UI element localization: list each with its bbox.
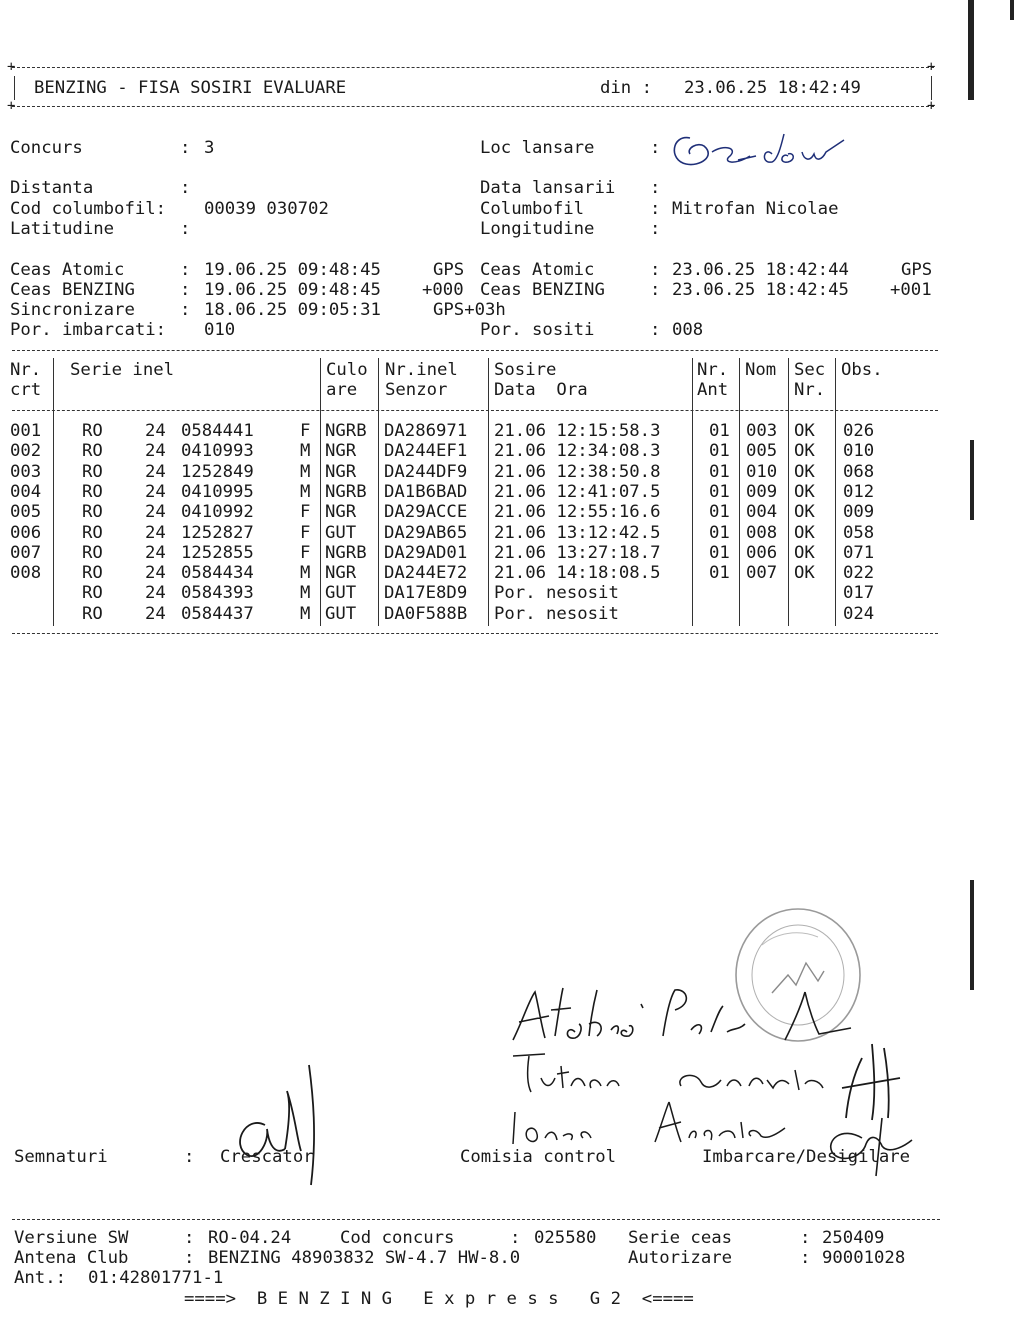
clock-right-value: 23.06.25 18:42:44 (672, 260, 849, 280)
cell-nom: 005 (746, 441, 778, 462)
col-header-sosire-sub: Data Ora (494, 380, 588, 400)
colon: : (184, 1147, 195, 1167)
cell-year: 24 (145, 563, 166, 584)
corner-mark: + (7, 59, 16, 75)
por-sositi-label: Por. sositi (480, 320, 595, 340)
cell-color: GUT (325, 583, 357, 604)
cell-sec: OK (794, 563, 815, 584)
loc-lansare-label: Loc lansare (480, 138, 595, 158)
cell-country: RO (82, 522, 103, 543)
colon: : (510, 1228, 521, 1248)
cell-country: RO (82, 603, 103, 624)
cell-country: RO (82, 563, 103, 584)
col-header-obs: Obs. (841, 360, 883, 380)
colon: : (650, 199, 661, 219)
sync-label: Sincronizare (10, 300, 135, 320)
concurs-value: 3 (204, 138, 215, 158)
autorizare-value: 90001028 (822, 1248, 906, 1268)
cell-obs: 026 (843, 421, 875, 441)
cell-sec: OK (794, 481, 815, 502)
cell-country: RO (82, 441, 103, 462)
cell-antenna: 01 (709, 522, 730, 543)
cell-sex: F (300, 421, 311, 441)
cell-sec: OK (794, 421, 815, 441)
cell-antenna: 01 (709, 441, 730, 462)
cell-sensor: DA244DF9 (384, 461, 468, 482)
cell-antenna: 01 (709, 421, 730, 441)
handwritten-name-3 (505, 1092, 805, 1152)
colon: : (180, 219, 191, 239)
cod-concurs-value: 025580 (534, 1228, 597, 1248)
clock-left-value: 19.06.25 09:48:45 (204, 260, 381, 280)
colon: : (800, 1248, 811, 1268)
sync-value: 18.06.25 09:05:31 (204, 300, 381, 320)
cell-year: 24 (145, 542, 166, 563)
clock-left-suffix: GPS (433, 260, 465, 280)
colon: : (650, 260, 661, 280)
colon: : (180, 280, 191, 300)
semnaturi-label: Semnaturi (14, 1147, 108, 1167)
sync-suffix: GPS+03h (433, 300, 506, 320)
column-separator (835, 358, 836, 626)
report-title: BENZING - FISA SOSIRI EVALUARE (34, 78, 347, 98)
cell-country: RO (82, 542, 103, 563)
col-header-nom: Nom (745, 360, 777, 380)
col-header-sec: Sec (794, 360, 826, 380)
cell-sex: M (300, 603, 311, 624)
autorizare-label: Autorizare (628, 1248, 733, 1268)
por-imbarcati-value: 010 (204, 320, 236, 340)
distanta-label: Distanta (10, 178, 94, 198)
cell-country: RO (82, 583, 103, 604)
cell-year: 24 (145, 583, 166, 604)
cell-ring: 0584441 (181, 421, 254, 441)
cell-nr: 008 (10, 563, 42, 584)
clock-left-label: Ceas BENZING (10, 280, 135, 300)
cell-color: NGRB (325, 542, 367, 563)
cell-nom: 010 (746, 461, 778, 482)
cell-sex: M (300, 563, 311, 584)
colon: : (650, 178, 661, 198)
corner-mark: + (927, 98, 936, 114)
colon: : (800, 1228, 811, 1248)
col-header-nr: Nr. (10, 360, 42, 380)
cell-color: GUT (325, 522, 357, 543)
colon: : (180, 260, 191, 280)
column-separator (320, 358, 321, 626)
cell-year: 24 (145, 502, 166, 523)
cell-color: NGRB (325, 421, 367, 441)
cell-sensor: DA1B6BAD (384, 481, 468, 502)
cell-arrival: 21.06 12:55:16.6 (494, 502, 661, 523)
col-header-culo: Culo (326, 360, 368, 380)
column-separator (739, 358, 740, 626)
columbofil-label: Columbofil (480, 199, 585, 219)
header-bottom-border (12, 106, 934, 107)
cell-arrival: Por. nesosit (494, 583, 619, 604)
cell-sex: M (300, 461, 311, 482)
cell-color: NGR (325, 441, 357, 462)
cell-obs: 022 (843, 563, 875, 584)
cell-ring: 1252855 (181, 542, 254, 563)
clock-left-suffix: +000 (422, 280, 464, 300)
cell-antenna: 01 (709, 461, 730, 482)
imbarcare-label: Imbarcare/Desigilare (702, 1147, 911, 1167)
cell-obs: 017 (843, 583, 875, 604)
cell-obs: 068 (843, 461, 875, 482)
antena-label: Antena Club (14, 1248, 129, 1268)
header-left-border (14, 76, 15, 100)
cell-year: 24 (145, 522, 166, 543)
cell-sensor: DA17E8D9 (384, 583, 468, 604)
cell-ring: 0410992 (181, 502, 254, 523)
colon: : (650, 138, 661, 158)
cell-country: RO (82, 481, 103, 502)
cell-sex: F (300, 502, 311, 523)
cell-sex: M (300, 481, 311, 502)
col-header-senzor-sub: Senzor (385, 380, 448, 400)
versiune-label: Versiune SW (14, 1228, 129, 1248)
col-header-sosire: Sosire (494, 360, 557, 380)
cell-year: 24 (145, 603, 166, 624)
colon: : (650, 280, 661, 300)
cell-sensor: DA0F588B (384, 603, 468, 624)
cell-ring: 0584437 (181, 603, 254, 624)
corner-mark: + (927, 59, 936, 75)
cell-nr: 006 (10, 522, 42, 543)
col-header-sec-sub: Nr. (794, 380, 826, 400)
cell-arrival: 21.06 12:41:07.5 (494, 481, 661, 502)
data-lansarii-label: Data lansarii (480, 178, 616, 198)
report-date-label: din : (600, 78, 653, 98)
colon: : (184, 1248, 195, 1268)
cell-sex: M (300, 583, 311, 604)
colon: : (180, 138, 191, 158)
cell-sec: OK (794, 502, 815, 523)
table-header-rule (12, 410, 938, 411)
cell-arrival: 21.06 12:15:58.3 (494, 421, 661, 441)
colon: : (650, 320, 661, 340)
cell-sec: OK (794, 542, 815, 563)
columbofil-value: Mitrofan Nicolae (672, 199, 839, 219)
cell-ring: 1252849 (181, 461, 254, 482)
footer-top-rule (12, 1219, 940, 1220)
cell-ring: 0584434 (181, 563, 254, 584)
cell-sex: F (300, 542, 311, 563)
col-header-serie: Serie inel (70, 360, 175, 380)
cell-ring: 0410993 (181, 441, 254, 462)
column-separator (488, 358, 489, 626)
cell-sec: OK (794, 461, 815, 482)
cell-ring: 0410995 (181, 481, 254, 502)
cell-sex: F (300, 522, 311, 543)
cell-color: NGR (325, 461, 357, 482)
scan-edge-mark (1010, 0, 1014, 20)
cell-arrival: Por. nesosit (494, 603, 619, 624)
clock-right-label: Ceas Atomic (480, 260, 595, 280)
cell-nom: 006 (746, 542, 778, 563)
comisia-label: Comisia control (460, 1147, 617, 1167)
corner-mark: + (7, 98, 16, 114)
cell-color: NGR (325, 502, 357, 523)
cell-color: NGRB (325, 481, 367, 502)
handwritten-name-2 (505, 1040, 835, 1100)
cell-sensor: DA244EF1 (384, 441, 468, 462)
cell-arrival: 21.06 14:18:08.5 (494, 563, 661, 584)
scan-edge-mark (970, 880, 974, 990)
colon: : (184, 1228, 195, 1248)
cell-nr: 002 (10, 441, 42, 462)
colon: : (180, 300, 191, 320)
cell-year: 24 (145, 421, 166, 441)
cell-sex: M (300, 441, 311, 462)
latitudine-label: Latitudine (10, 219, 115, 239)
clock-right-label: Ceas BENZING (480, 280, 605, 300)
imbarcare-signature (822, 1028, 922, 1178)
cell-arrival: 21.06 13:12:42.5 (494, 522, 661, 543)
header-top-border (12, 67, 934, 68)
clock-left-label: Ceas Atomic (10, 260, 125, 280)
colon: : (180, 178, 191, 198)
cell-antenna: 01 (709, 563, 730, 584)
cell-obs: 071 (843, 542, 875, 563)
report-date-value: 23.06.25 18:42:49 (684, 78, 861, 98)
scan-edge-mark (970, 440, 974, 520)
cell-sensor: DA29ACCE (384, 502, 468, 523)
por-sositi-value: 008 (672, 320, 704, 340)
cell-arrival: 21.06 13:27:18.7 (494, 542, 661, 563)
table-top-rule (12, 350, 938, 351)
cell-nr: 005 (10, 502, 42, 523)
cell-sensor: DA29AB65 (384, 522, 468, 543)
colon: : (650, 219, 661, 239)
cell-sec: OK (794, 441, 815, 462)
cell-year: 24 (145, 461, 166, 482)
cell-antenna: 01 (709, 481, 730, 502)
cell-nom: 004 (746, 502, 778, 523)
cell-arrival: 21.06 12:34:08.3 (494, 441, 661, 462)
col-header-ant-sub: Ant (697, 380, 729, 400)
serie-ceas-value: 250409 (822, 1228, 885, 1248)
crescator-signature (225, 1055, 345, 1190)
ant-value: 01:42801771-1 (88, 1268, 224, 1288)
column-separator (692, 358, 693, 626)
col-header-nr-sub: crt (10, 380, 42, 400)
cod-columbofil-label: Cod columbofil: (10, 199, 167, 219)
cod-concurs-label: Cod concurs (340, 1228, 455, 1248)
column-separator (378, 358, 379, 626)
clock-left-value: 19.06.25 09:48:45 (204, 280, 381, 300)
cell-country: RO (82, 461, 103, 482)
cell-year: 24 (145, 441, 166, 462)
cell-sensor: DA29AD01 (384, 542, 468, 563)
table-bottom-rule (12, 633, 938, 634)
crescator-label: Crescator (220, 1147, 314, 1167)
cell-nom: 003 (746, 421, 778, 441)
cell-sec: OK (794, 522, 815, 543)
clock-right-suffix: GPS (901, 260, 933, 280)
cell-antenna: 01 (709, 542, 730, 563)
cell-year: 24 (145, 481, 166, 502)
serie-ceas-label: Serie ceas (628, 1228, 733, 1248)
cell-color: NGR (325, 563, 357, 584)
cell-arrival: 21.06 12:38:50.8 (494, 461, 661, 482)
cell-nom: 007 (746, 563, 778, 584)
cell-ring: 0584393 (181, 583, 254, 604)
versiune-value: RO-04.24 (208, 1228, 292, 1248)
cell-nom: 009 (746, 481, 778, 502)
longitudine-label: Longitudine (480, 219, 595, 239)
concurs-label: Concurs (10, 138, 83, 158)
cell-obs: 058 (843, 522, 875, 543)
cell-sensor: DA244E72 (384, 563, 468, 584)
cell-nr: 004 (10, 481, 42, 502)
cell-obs: 009 (843, 502, 875, 523)
antena-value: BENZING 48903832 SW-4.7 HW-8.0 (208, 1248, 521, 1268)
col-header-senzor: Nr.inel (385, 360, 458, 380)
cell-sensor: DA286971 (384, 421, 468, 441)
cell-color: GUT (325, 603, 357, 624)
cell-nr: 003 (10, 461, 42, 482)
ant-label: Ant.: (14, 1268, 67, 1288)
cell-country: RO (82, 502, 103, 523)
cell-ring: 1252827 (181, 522, 254, 543)
cod-columbofil-value: 00039 030702 (204, 199, 329, 219)
cell-antenna: 01 (709, 502, 730, 523)
loc-lansare-handwriting (660, 126, 850, 174)
cell-country: RO (82, 421, 103, 441)
por-imbarcati-label: Por. imbarcati: (10, 320, 167, 340)
cell-nr: 001 (10, 421, 42, 441)
column-separator (53, 358, 54, 626)
cell-obs: 024 (843, 603, 875, 624)
cell-obs: 012 (843, 481, 875, 502)
col-header-culo-sub: are (326, 380, 358, 400)
clock-right-suffix: +001 (890, 280, 932, 300)
column-separator (788, 358, 789, 626)
product-banner: ====> B E N Z I N G E x p r e s s G 2 <==== (184, 1289, 694, 1309)
col-header-ant: Nr. (697, 360, 729, 380)
scan-edge-mark (968, 0, 974, 100)
cell-nom: 008 (746, 522, 778, 543)
cell-obs: 010 (843, 441, 875, 462)
clock-right-value: 23.06.25 18:42:45 (672, 280, 849, 300)
header-right-border (931, 76, 932, 100)
cell-nr: 007 (10, 542, 42, 563)
